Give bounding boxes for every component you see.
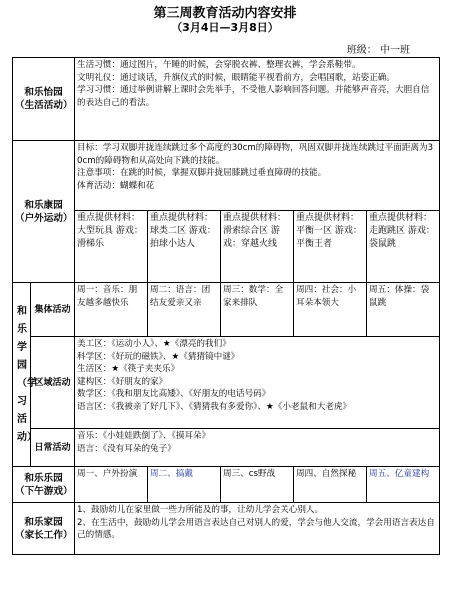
section-title: 和乐康园 [24,199,63,211]
material-cell: 重点提供材料：走跑跳区 游戏：袋鼠跳 [367,211,440,283]
text-line: 科学区：《好玩的磁铁》、★《猜猜镜中谜》 [77,351,240,362]
class-label: 班级： 中一班 [346,45,410,56]
material-cell: 重点提供材料：平衡一区 游戏：平衡王者 [294,211,367,283]
section-title: 和乐家园 [24,516,63,528]
row-xue-area [13,337,440,429]
text-line: 音乐：《小娃娃跌倒了》、《摸耳朵》 [77,431,211,441]
text-line: 目标：学习双脚并拢连续跳过多个高度约30cm的障碍物，巩固双脚并拢连续跳过平面距离为30cm的障碍物和从高处向下跳的技能。 [77,143,434,166]
group-day-cell: 周一：音乐：朋友越多越快乐 [75,283,148,337]
section-subtitle: （户外运动） [15,212,73,224]
section-subtitle: （生活活动） [15,100,73,111]
section-label-kang [13,141,75,283]
section-content-jia [75,503,440,555]
section-label-yi [13,58,75,141]
text-line: 注意事项：在跳的时候，掌握双脚并拢屈膝跳过垂直障碍的技能。 [77,168,327,178]
section-content-kang [75,141,440,211]
section-title: 和乐怡园 [24,87,63,98]
row-kang-materials [13,211,440,283]
group-day-cell: 周四：社会：小耳朵本领大 [294,283,367,337]
group-day-cell: 周五：体操：袋鼠跳 [367,283,440,337]
date-range: （3月4日—3月8日） [171,21,279,34]
material-cell: 重点提供材料：大型玩具 游戏：滑梯乐 [75,211,148,283]
text-line: 体育活动：蝴蝶和花 [77,180,155,191]
row-le [13,467,440,503]
text-line: 生活习惯：通过图片，午睡的时候，会穿脱衣裤、整理衣裤，学会系鞋带。 [77,60,361,70]
section-label-le [13,467,75,503]
text-line: 生活区：★《筷子夹夹乐》 [77,364,180,374]
text-line: 1、鼓励幼儿在家里做一些力所能及的事，让幼儿学会关心别人。 [77,505,324,515]
afternoon-day-cell: 周二、搞戴 [148,467,221,503]
daily-content [75,429,440,467]
material-cell: 重点提供材料：球类二区 游戏：拍球小达人 [148,211,221,283]
material-cell: 重点提供材料：滑索综合区 游戏：穿越火线 [221,211,294,283]
section-subtitle: （家长工作） [15,529,73,541]
text-line: 数学区：《我和朋友比高矮》、《好朋友的电话号码》 [77,389,271,399]
row-jia [13,503,440,555]
text-line: 语言区：《我被亲了好几下》、《猜猜我有多爱你》、★《小老鼠和大老虎》 [77,401,352,412]
section-label-xue: 和乐学园（学习活动） [13,283,31,467]
text-line: 美工区：《运动小人》、★《漂亮的我们》 [77,339,231,349]
schedule-table [12,57,440,555]
text-line: 学习习惯：通过举例讲解上课时会先举手，不受他人影响回答问题。并能够声音亮，大胆自信的表达自己的看法。 [77,85,430,108]
afternoon-day-cell: 周三、cs野战 [221,467,294,503]
sublabel-area: 区域活动 [31,337,75,429]
afternoon-day-cell: 周四、自然探秘 [294,467,367,503]
row-xue-group [13,283,440,337]
text-line: 文明礼仪：通过谈话，升旗仪式的时候，眼睛能平视看前方，会唱国歌，站姿正确。 [77,72,395,83]
row-yi [13,58,440,141]
section-label-jia [13,503,75,555]
section-subtitle: （下午游戏） [15,485,73,497]
area-content [75,337,440,429]
sublabel-group: 集体活动 [31,283,75,337]
section-title: 和乐乐园 [24,472,63,484]
row-xue-daily [13,429,440,467]
page-title: 第三周教育活动内容安排 [153,6,297,21]
group-day-cell: 周三：数学：全家来排队 [221,283,294,337]
text-line: 语言：《没有耳朵的兔子》 [77,443,176,454]
row-kang [13,141,440,211]
text-line: 建构区：《好朋友的家》 [77,376,168,387]
group-day-cell: 周二：语言：团结友爱亲又亲 [148,283,221,337]
afternoon-day-cell: 周一、户外扮演 [75,467,148,503]
sublabel-daily: 日常活动 [31,429,75,467]
afternoon-day-cell: 周五、亿童建构 [367,467,440,503]
section-content-yi [75,58,440,141]
text-line: 2、在生活中，鼓励幼儿学会用语言表达自己对别人的爱，学会与他人交流，学会用语言表达自己的情感。 [77,517,435,540]
